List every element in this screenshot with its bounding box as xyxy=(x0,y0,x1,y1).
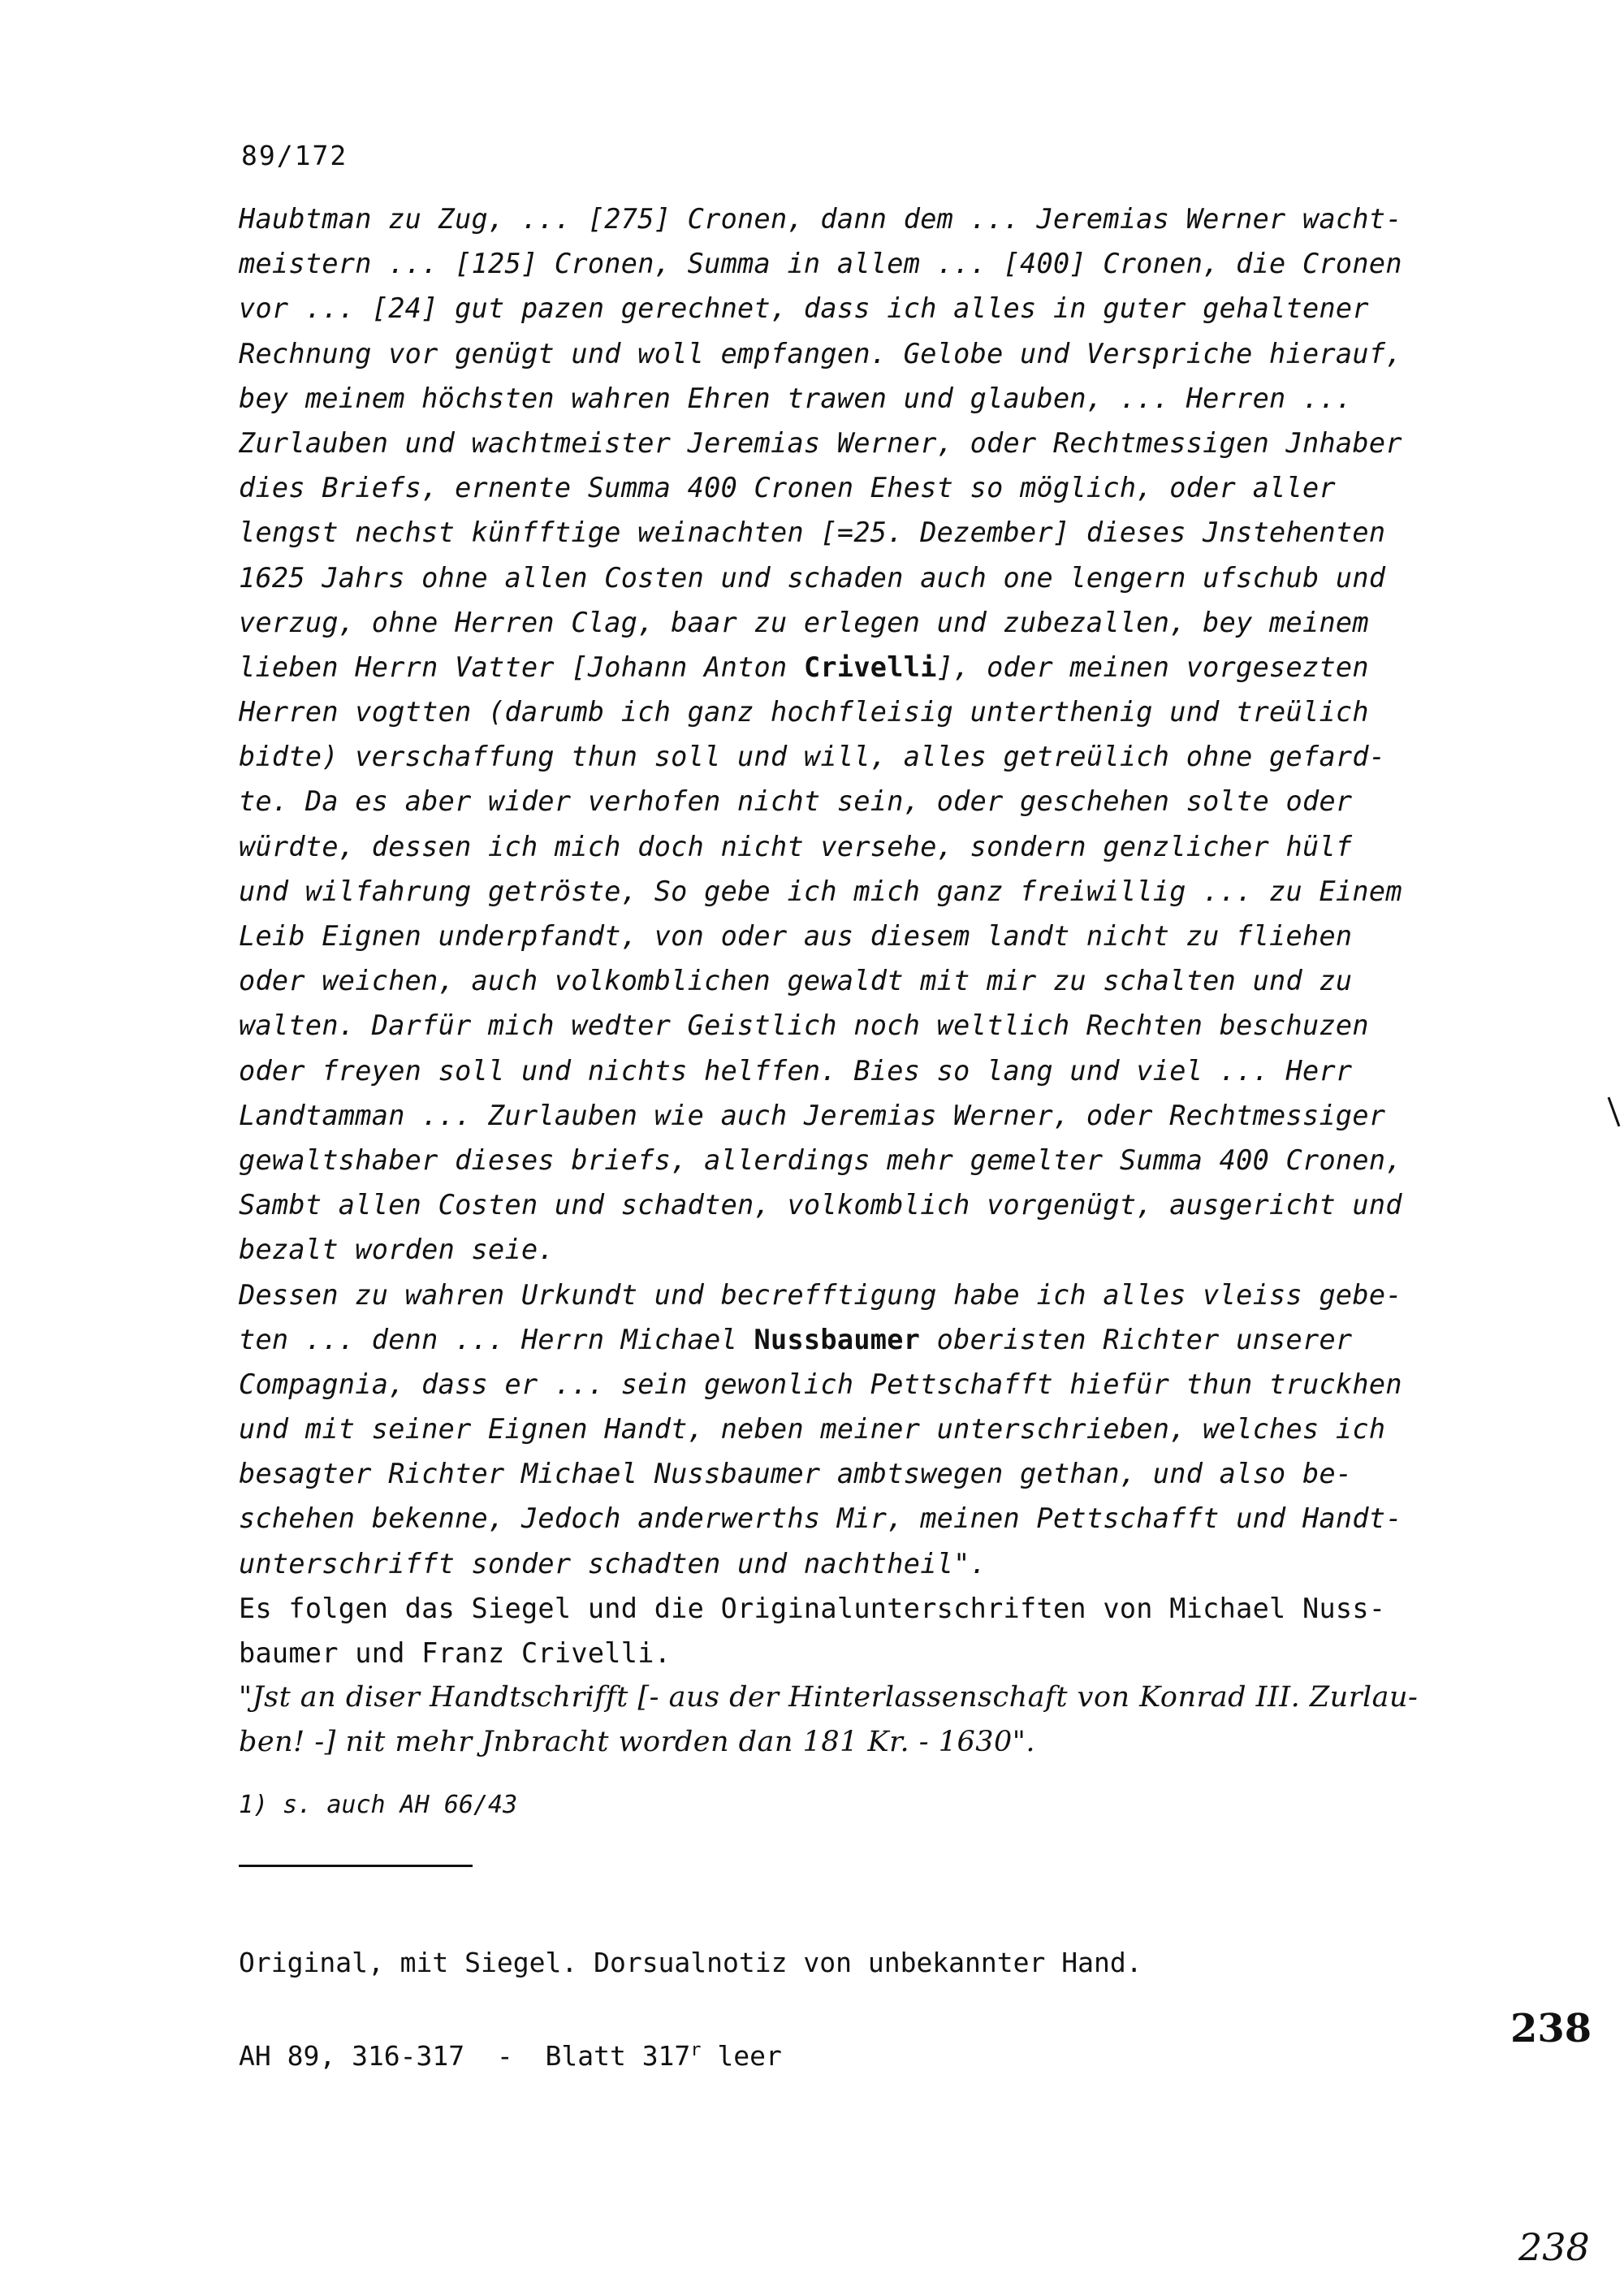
endorsement-line: "Jst an diser Handtschrifft [- aus der Hinterlassenschaft von Konrad III. Zurlau- xyxy=(239,1681,1419,1714)
text-line: bidte) verschaffung thun soll und will, alles getreülich ohne gefard- xyxy=(239,741,1386,773)
text-segment: oberisten Richter unserer xyxy=(920,1323,1353,1355)
text-line: meistern ... [125] Cronen, Summa in allem ... [400] Cronen, die Cronen xyxy=(239,248,1402,280)
text-line: walten. Darfür mich wedter Geistlich noch weltlich Rechten beschuzen xyxy=(239,1009,1369,1042)
text-line: Haubtman zu Zug, ... [275] Cronen, dann dem ... Jeremias Werner wacht- xyxy=(239,203,1402,235)
text-line: gewaltshaber dieses briefs, allerdings mehr gemelter Summa 400 Cronen, xyxy=(239,1143,1402,1176)
text-line: und mit seiner Eignen Handt, neben meiner unterschrieben, welches ich xyxy=(239,1413,1386,1446)
source-note xyxy=(239,1890,1142,2100)
handwritten-page-number: 238 xyxy=(1518,2225,1590,2269)
text-line: Landtamman ... Zurlauben wie auch Jeremias Werner, oder Rechtmessiger xyxy=(239,1099,1386,1131)
source-line xyxy=(239,2036,1142,2071)
text-line xyxy=(239,645,1505,689)
person-name-crivelli: Crivelli xyxy=(803,651,937,683)
text-line: Sambt allen Costen und schadten, volkomblich vorgenügt, ausgericht und xyxy=(239,1189,1402,1221)
folio-side-superscript: r xyxy=(690,2040,702,2060)
editorial-note-line: Es folgen das Siegel und die Originalunterschriften von Michael Nuss- xyxy=(239,1592,1386,1624)
text-line: verzug, ohne Herren Clag, baar zu erlegen und zubezallen, bey meinem xyxy=(239,606,1369,638)
text-segment: leer xyxy=(701,2040,782,2072)
text-line: te. Da es aber wider verhofen nicht sein, oder geschehen solte oder xyxy=(239,785,1353,818)
text-line: schehen bekenne, Jedoch anderwerths Mir, meinen Pettschafft und Handt- xyxy=(239,1502,1402,1535)
text-line: Rechnung vor genügt und woll empfangen. Gelobe und Verspriche hierauf, xyxy=(239,337,1402,370)
text-segment: AH 89, 316-317 - Blatt 317 xyxy=(239,2040,691,2072)
text-line: besagter Richter Michael Nussbaumer ambtswegen gethan, und also be- xyxy=(239,1458,1353,1490)
text-line: vor ... [24] gut pazen gerechnet, dass ich alles in guter gehaltener xyxy=(239,292,1369,325)
text-line: und wilfahrung getröste, So gebe ich mich ganz freiwillig ... zu Einem xyxy=(239,875,1402,907)
text-line: 1625 Jahrs ohne allen Costen und schaden auch one lengern ufschub und xyxy=(239,561,1386,594)
text-line: Compagnia, dass er ... sein gewonlich Pettschafft hiefür thun truckhen xyxy=(239,1368,1402,1400)
text-line xyxy=(239,1317,1505,1362)
text-line: würdte, dessen ich mich doch nicht versehe, sondern genzlicher hülf xyxy=(239,830,1353,862)
footnote: 1) s. auch AH 66/43 xyxy=(239,1791,518,1819)
margin-tick-mark xyxy=(1608,1097,1621,1127)
transcription-body xyxy=(239,197,1505,1766)
text-line: bezalt worden seie. xyxy=(239,1234,555,1266)
stamped-page-number: 238 xyxy=(1510,2006,1592,2051)
text-line: lengst nechst künfftige weinachten [=25. Dezember] dieses Jnstehenten xyxy=(239,517,1386,549)
text-line: unterschrifft sonder schadten und nachtheil". xyxy=(239,1547,987,1580)
text-line: Herren vogtten (darumb ich ganz hochfleisig unterthenig und treülich xyxy=(239,696,1369,728)
text-line: oder freyen soll und nichts helffen. Bies so lang und viel ... Herr xyxy=(239,1054,1353,1087)
text-line: Dessen zu wahren Urkundt und becrefftigung habe ich alles vleiss gebe- xyxy=(239,1278,1402,1311)
text-line: oder weichen, auch volkomblichen gewaldt mit mir zu schalten und zu xyxy=(239,965,1353,997)
endorsement-line: ben! -] nit mehr Jnbracht worden dan 181 Kr. - 1630". xyxy=(239,1726,1036,1759)
text-line: Zurlauben und wachtmeister Jeremias Werner, oder Rechtmessigen Jnhaber xyxy=(239,426,1402,459)
footnote-divider xyxy=(239,1865,473,1867)
text-segment: lieben Herrn Vatter [Johann Anton xyxy=(239,651,804,683)
text-line: Leib Eignen underpfandt, von oder aus diesem landt nicht zu fliehen xyxy=(239,920,1353,952)
text-line: dies Briefs, ernente Summa 400 Cronen Ehest so möglich, oder aller xyxy=(239,472,1336,504)
editorial-note-line: baumer und Franz Crivelli. xyxy=(239,1637,672,1669)
text-line: bey meinem höchsten wahren Ehren trawen und glauben, ... Herren ... xyxy=(239,382,1353,414)
text-segment: ], oder meinen vorgesezten xyxy=(936,651,1369,683)
source-line: Original, mit Siegel. Dorsualnotiz von unbekannter Hand. xyxy=(239,1947,1142,1978)
person-name-nussbaumer: Nussbaumer xyxy=(754,1323,921,1355)
text-segment: ten ... denn ... Herrn Michael xyxy=(239,1323,754,1355)
page-number: 89/172 xyxy=(241,140,348,171)
